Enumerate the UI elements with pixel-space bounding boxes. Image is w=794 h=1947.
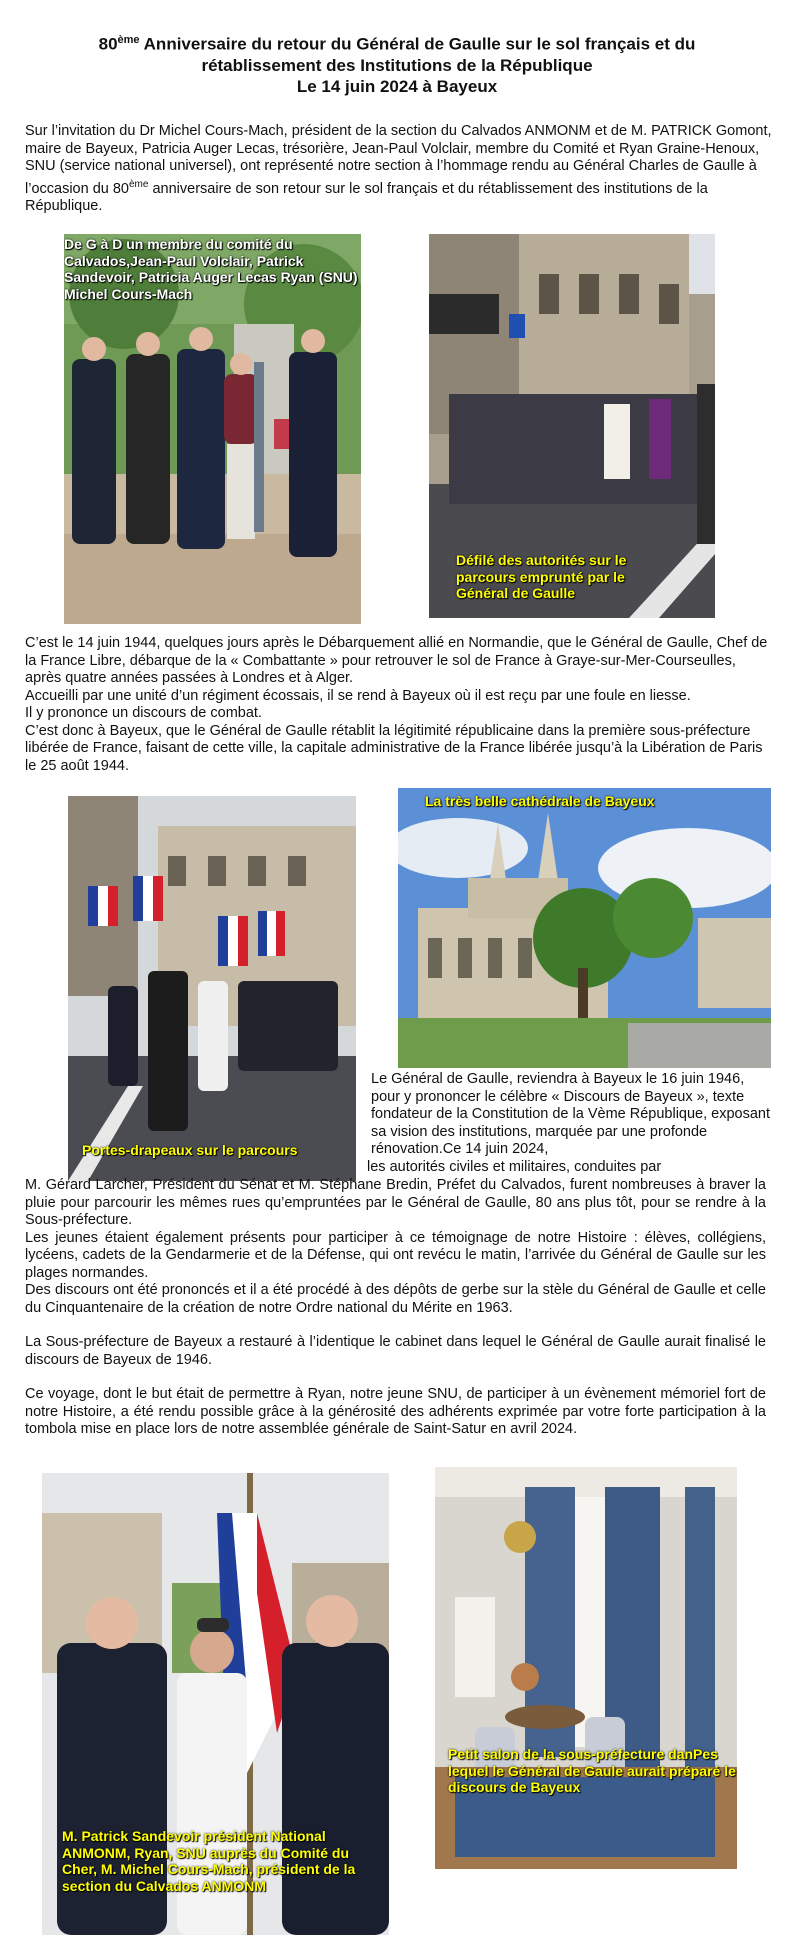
photo-group-memorial-caption: De G à D un membre du comité du Calvados,Jean-Paul Volclair, Patrick Sandevoir, Patricia Auger Lecas Ryan (SNU) Michel Cours-Mach [64,236,358,302]
history-text-4: C’est donc à Bayeux, que le Général de Gaulle rétablit la légitimité républicaine dans la première sous-préfecture libérée de France, faisant de cette ville, la capitale administrative de la France libérée jusqu’à la Libération de Paris le 25 août 1944. [25,722,763,774]
speech-text-2b: M. Gérard Larcher, Président du Sénat et M. Stéphane Bredin, Préfet du Calvados, furent nombreuses à braver la pluie pour parcourir les mêmes rues qu’empruntées par le Général de Gaulle, 80 ans plus tôt, pour se rendre à la Sous-préfecture. [25,1177,766,1228]
speech-text-4: Des discours ont été prononcés et il a été procédé à des dépôts de gerbe sur la stèle du Général de Gaulle et celle du Cinquantenaire de la création de notre Ordre national du Mérite en 1963. [25,1282,766,1316]
photo-authorities-parade-caption: Défilé des autorités sur le parcours emprunté par le Général de Gaulle [456,552,627,601]
photo-authorities-parade [429,234,715,618]
speech-continuation [25,1177,766,1439]
speech-paragraph-1: Le Général de Gaulle, reviendra à Bayeux le 16 juin 1946, pour y prononcer le célèbre « Discours de Bayeux », texte fondateur de la Constitution de la Vème République, exposant sa vision des institutions, marquée par une profonde rénovation.Ce 14 juin 2024, [371,1071,771,1157]
photo-flag-bearers-image [68,796,356,1181]
speech-paragraph-2a: les autorités civiles et militaires, conduites par [367,1159,662,1175]
photo-salon-caption: Petit salon de la sous-préfecture danPes lequel le Général de Gaule aurait préparé le discours de Bayeux [448,1746,736,1795]
speech-text-5: La Sous-préfecture de Bayeux a restauré à l’identique le cabinet dans lequel le Général de Gaulle aurait finalisé le discours de Bayeux de 1946. [25,1334,766,1368]
intro-superscript: ème [129,178,149,190]
photo-salon [435,1467,737,1869]
title-number: 80 [98,34,118,54]
photo-cathedral [398,788,771,1068]
title-superscript: ème [117,34,140,46]
intro-text-2: anniversaire de son retour sur le sol français et du rétablissement des institutions de la République. [25,180,708,214]
photo-sandevoir-ryan [42,1473,389,1935]
photo-sandevoir-ryan-caption: M. Patrick Sandevoir président National ANMONM, Ryan, SNU auprès du Comité du Cher, M. Michel Cours-Mach, président de la section du Calvados ANMONM [62,1828,356,1894]
intro-paragraph [25,123,775,215]
history-text-2: Accueilli par une unité d’un régiment écossais, il se rend à Bayeux où il est reçu par une foule en liesse. [25,687,691,704]
title-date: Le 14 juin 2024 à Bayeux [296,76,498,96]
photo-flag-bearers [68,796,356,1181]
photo-cathedral-caption: La très belle cathédrale de Bayeux [425,793,655,809]
page-title [0,30,794,97]
photo-salon-image [435,1467,737,1869]
history-text-1: C’est le 14 juin 1944, quelques jours après le Débarquement allié en Normandie, que le Général de Gaulle, Chef de la France Libre, débarque de la « Combattante » pour retrouver le sol de France à Graye-sur-Mer-Courseulles, après quatre années passées à Londres et à Alger. [25,635,768,686]
history-paragraph [25,635,775,775]
title-line-1 [0,30,794,55]
photo-group-memorial [64,234,361,624]
speech-text-6: Ce voyage, dont le but était de permettre à Ryan, notre jeune SNU, de participer à un évènement mémoriel fort de notre Histoire, a été rendu possible grâce à la générosité des adhérents exprimée par votre forte participation à la tombola mise en place lors de notre assemblée générale de Saint-Satur en avril 2024. [25,1386,766,1437]
title-line-1-text: Anniversaire du retour du Général de Gaulle sur le sol français et du [139,34,696,54]
speech-text-3: Les jeunes étaient également présents pour participer à ce témoignage de notre Histoire : élèves, collégiens, lycéens, cadets de la Gendarmerie et de la Défense, qui ont revécu le matin, l’arrivée du Général de Gaulle sur les plages normandes. [25,1229,766,1281]
title-line-2: rétablissement des Institutions de la République [201,55,593,75]
intro-text-1: Sur l’invitation du Dr Michel Cours-Mach, président de la section du Calvados ANMONM et de M. PATRICK Gomont, maire de Bayeux, Patricia Auger Lecas, trésorière, Jean-Paul Volclair, membre du Comité et Ryan Graine-Henoux, SNU (service national universel), ont représenté notre section à l’hommage rendu au Général Charles de Gaulle à l’occasion du 80 [25,123,772,197]
photo-flag-bearers-caption: Portes-drapeaux sur le parcours [82,1142,298,1158]
photo-cathedral-image [398,788,771,1068]
history-text-3: Il y prononce un discours de combat. [25,705,262,721]
